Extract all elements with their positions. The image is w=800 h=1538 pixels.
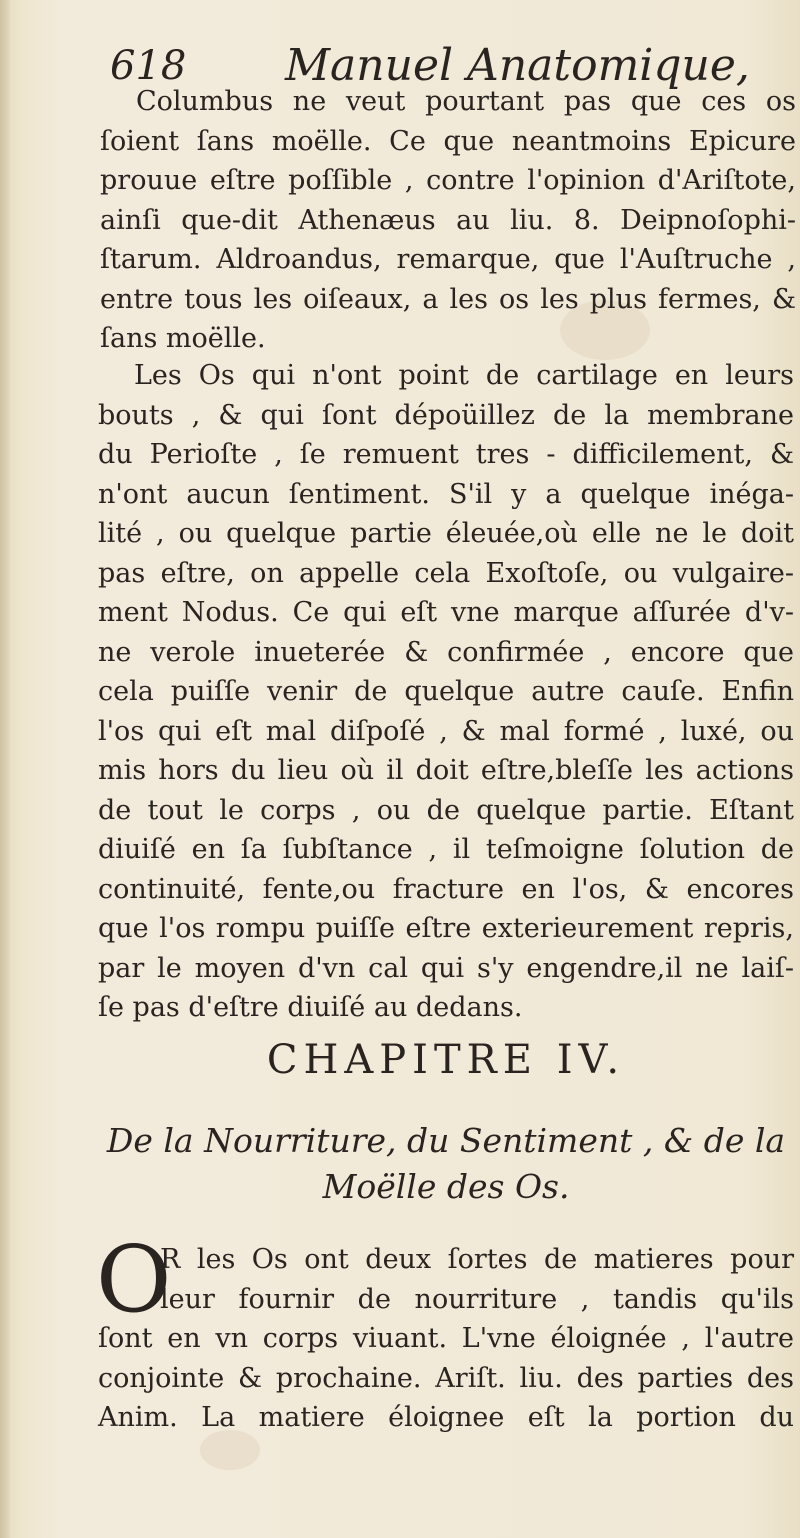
text-line: leur fournir de nourriture , tandis qu'ils [160, 1283, 794, 1315]
text-line: R les Os ont deux ſortes de matieres pour [160, 1244, 794, 1275]
chapter-subtitle [98, 1118, 794, 1210]
text-line: ſtarum. Aldroandus, remarque, que l'Auſtruche , [100, 244, 796, 275]
drop-cap: O [96, 1226, 172, 1333]
text-line: cela puiſſe venir de quelque autre cauſe. Enfin [98, 676, 794, 707]
text-line: Anim. La matiere éloignee eſt la portion du [98, 1402, 794, 1433]
page-number: 618 [110, 43, 187, 89]
chapter-subtitle-line: Moëlle des Os. [322, 1167, 570, 1206]
text-line: ſont en vn corps viuant. L'vne éloignée , l'autre [98, 1323, 794, 1354]
text-line: ſoient ſans moëlle. Ce que neantmoins Epicure [100, 125, 796, 157]
text-line: bouts , & qui ſont dépoüillez de la membrane [98, 399, 794, 431]
text-line: pas eſtre, on appelle cela Exoſtoſe, ou vulgaire- [98, 557, 794, 589]
text-line: conjointe & prochaine. Ariſt. liu. des parties des [98, 1362, 794, 1394]
text-line: ſe pas d'eſtre diuiſé au dedans. [98, 992, 523, 1023]
text-line: ment Nodus. Ce qui eſt vne marque aſſurée d'v- [98, 597, 794, 628]
text-line: n'ont aucun ſentiment. S'il y a quelque inéga- [98, 478, 794, 510]
text-line: diuiſé en ſa ſubſtance , il teſmoigne ſolution de [98, 834, 794, 865]
text-line: du Perioſte , ſe remuent tres - difficilement, & [98, 439, 794, 470]
running-title: Manuel Anatomique, [285, 40, 750, 91]
text-line: Columbus ne veut pourtant pas que ces os [136, 86, 796, 117]
text-line: prouue eſtre poſſible , contre l'opinion d'Ariſtote, [100, 165, 796, 196]
text-line: de tout le corps , ou de quelque partie. Eſtant [98, 794, 794, 826]
paragraph-os [98, 356, 794, 1028]
page-gutter [0, 0, 10, 1538]
text-line: ſans moëlle. [100, 323, 266, 354]
text-line: ainſi que-dit Athenæus au liu. 8. Deipnoſophi- [100, 204, 796, 236]
text-line: par le moyen d'vn cal qui s'y engendre,il ne laiſ- [98, 952, 794, 984]
text-line: que l'os rompu puiſſe eſtre exterieurement repris, [98, 913, 794, 944]
text-line: mis hors du lieu où il doit eſtre,bleſſe les actions [98, 755, 794, 786]
chapter-heading: CHAPITRE IV. [266, 1037, 626, 1083]
text-line: entre tous les oiſeaux, a les os les plus fermes, & [100, 283, 796, 315]
paragraph-opening [96, 1226, 794, 1438]
text-line: Les Os qui n'ont point de cartilage en leurs [134, 360, 794, 391]
text-line: continuité, fente,ou fracture en l'os, & encores [98, 873, 794, 905]
paragraph-columbus [100, 82, 796, 359]
text-line: lité , ou quelque partie éleuée,où elle ne le doit [98, 518, 794, 549]
text-line: ne verole inueterée & confirmée , encore que [98, 636, 794, 668]
text-line: l'os qui eſt mal diſpoſé , & mal formé , luxé, ou [98, 715, 794, 747]
chapter-subtitle-line: De la Nourriture, du Sentiment , & de la [106, 1121, 786, 1160]
